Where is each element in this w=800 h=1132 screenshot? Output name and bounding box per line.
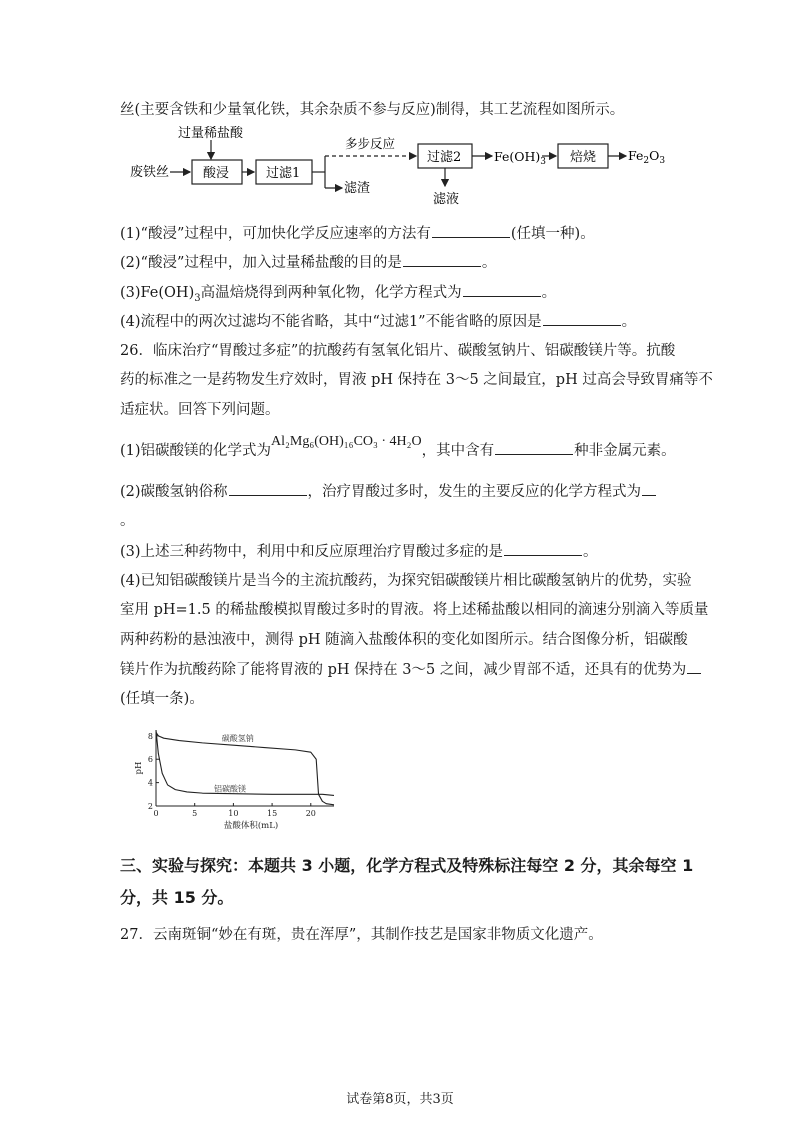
answer-blank[interactable] (642, 481, 656, 496)
q26-intro-line3: 适症状。回答下列问题。 (120, 402, 280, 418)
q25-p2-text: (2)“酸浸”过程中，加入过量稀盐酸的目的是 (120, 255, 402, 271)
answer-blank[interactable] (432, 223, 510, 238)
q26-p3-text: (3)上述三种药物中，利用中和反应原理治疗胃酸过多症的是 (120, 544, 504, 560)
y-tick-label: 8 (147, 731, 153, 741)
flow-reagent-label: 过量稀盐酸 (178, 126, 244, 141)
q25-part4 (120, 311, 636, 332)
q26-part1 (120, 434, 676, 462)
q25-part3 (120, 282, 556, 309)
q27-text: 27．云南斑铜“妙在有斑，贵在浑厚”，其制作技艺是国家非物质文化遗产。 (120, 927, 603, 943)
svg-text:Fe(OH)3 (494, 149, 546, 167)
q26-p1-text: (1)铝碳酸镁的化学式为 (120, 443, 272, 459)
answer-blank[interactable] (495, 440, 573, 455)
q26-p4-line4-text: 镁片作为抗酸药除了能将胃液的 pH 保持在 3～5 之间，减少胃部不适，还具有的优势为 (120, 662, 687, 678)
q26-intro-line2: 药的标准之一是药物发生疗效时，胃液 pH 保持在 3～5 之间最宜，pH 过高会导致胃痛等不 (120, 372, 713, 388)
q25-part2 (120, 252, 496, 273)
flow-step1-label: 酸浸 (203, 166, 230, 181)
flow-multistep-label: 多步反应 (345, 136, 396, 151)
x-tick-label: 10 (228, 809, 239, 818)
q25-p3-mid: 高温焙烧得到两种氧化物，化学方程式为 (200, 285, 462, 301)
q26-p1-mid: ，其中含有 (421, 443, 495, 459)
flow-step4-label: 焙烧 (570, 150, 597, 165)
flow-product2-label: Fe (628, 148, 644, 163)
x-tick-label: 20 (305, 809, 316, 818)
flow-step2-label: 过滤1 (266, 166, 301, 181)
q26-p4-line2: 室用 pH=1.5 的稀盐酸模拟胃酸过多时的胃液。将上述稀盐酸以相同的滴速分别滴入等质量 (120, 602, 709, 618)
y-tick-label: 4 (147, 778, 153, 788)
q25-p2-tail: 。 (481, 255, 497, 271)
flow-residue-label: 滤渣 (344, 181, 371, 196)
flow-product1-sub: 3 (540, 157, 547, 167)
q25-p1-text: (1)“酸浸”过程中，可加快化学反应速率的方法有 (120, 226, 431, 242)
series-label-1: 铝碳酸镁 (214, 784, 247, 794)
y-axis-label: pH (134, 761, 144, 775)
q26-part3 (120, 541, 598, 562)
q26-p3-tail: 。 (583, 544, 598, 560)
flow-input-label: 废铁丝 (130, 165, 170, 180)
answer-blank[interactable] (687, 659, 701, 674)
section3-heading-line1: 三、实验与探究：本题共 3 小题，化学方程式及特殊标注每空 2 分，其余每空 1 (120, 856, 694, 875)
x-tick-label: 5 (192, 809, 198, 818)
q26-p1-tail: 种非金属元素。 (574, 443, 676, 459)
y-tick-label: 2 (147, 802, 153, 811)
q26-p4-line5: (任填一条)。 (120, 691, 204, 707)
process-flow-diagram (120, 126, 700, 210)
answer-blank[interactable] (543, 311, 621, 326)
intro-text: 丝(主要含铁和少量氧化铁，其余杂质不参与反应)制得，其工艺流程如图所示。 (120, 102, 625, 118)
answer-blank[interactable] (463, 282, 541, 297)
q26-p4-line1: (4)已知铝碳酸镁片是当今的主流抗酸药，为探究铝碳酸镁片相比碳酸氢钠片的优势，实验 (120, 573, 692, 589)
flow-filtrate-label: 滤液 (433, 192, 460, 207)
q25-part1 (120, 223, 595, 244)
svg-text:Fe2O3 (628, 148, 665, 166)
ph-titration-chart (126, 724, 346, 836)
x-tick-label: 0 (153, 809, 159, 818)
q26-intro-line1: 26．临床治疗“胃酸过多症”的抗酸药有氢氧化铝片、碳酸氢钠片、铝碳酸镁片等。抗酸 (120, 343, 676, 359)
flow-product2-sub1: 2 (643, 156, 650, 166)
q25-p4-text: (4)流程中的两次过滤均不能省略，其中“过滤1”不能省略的原因是 (120, 314, 542, 330)
answer-blank[interactable] (504, 541, 582, 556)
q25-p3-tail: 。 (541, 285, 557, 301)
q26-p4-line3: 两种药粉的悬浊液中，测得 pH 随滴入盐酸体积的变化如图所示。结合图像分析，铝碳酸 (120, 632, 688, 648)
series-label-0: 碳酸氢钠 (221, 734, 254, 744)
q26-part2-end: 。 (120, 513, 135, 529)
x-tick-label: 15 (266, 809, 278, 818)
q26-p2-text: (2)碳酸氢钠俗称 (120, 484, 228, 500)
flow-product1-label: Fe(OH) (494, 149, 541, 164)
section3-heading-line2: 分，共 15 分。 (120, 888, 234, 907)
answer-blank[interactable] (229, 481, 307, 496)
answer-blank[interactable] (403, 252, 481, 267)
flow-product2-mid: O (649, 148, 660, 163)
q25-p3-text: (3)Fe(OH) (120, 285, 195, 301)
y-tick-label: 6 (147, 755, 153, 765)
q26-p2-mid: ，治疗胃酸过多时，发生的主要反应的化学方程式为 (307, 484, 642, 500)
q25-p3-sub: 3 (194, 292, 201, 304)
page-footer: 试卷第8页，共3页 (346, 1092, 454, 1107)
flow-product2-sub2: 3 (659, 156, 666, 166)
q26-part2 (120, 481, 657, 502)
chemical-formula: Al₂Mg₆(OH)₁₆CO₃ · 4H₂O (271, 434, 422, 449)
q25-p4-tail: 。 (621, 314, 637, 330)
q26-p4-line4 (120, 659, 702, 680)
flow-step3-label: 过滤2 (427, 150, 462, 165)
x-axis-label: 盐酸体积(mL) (223, 821, 279, 831)
q25-p1-tail: (任填一种)。 (510, 226, 595, 242)
